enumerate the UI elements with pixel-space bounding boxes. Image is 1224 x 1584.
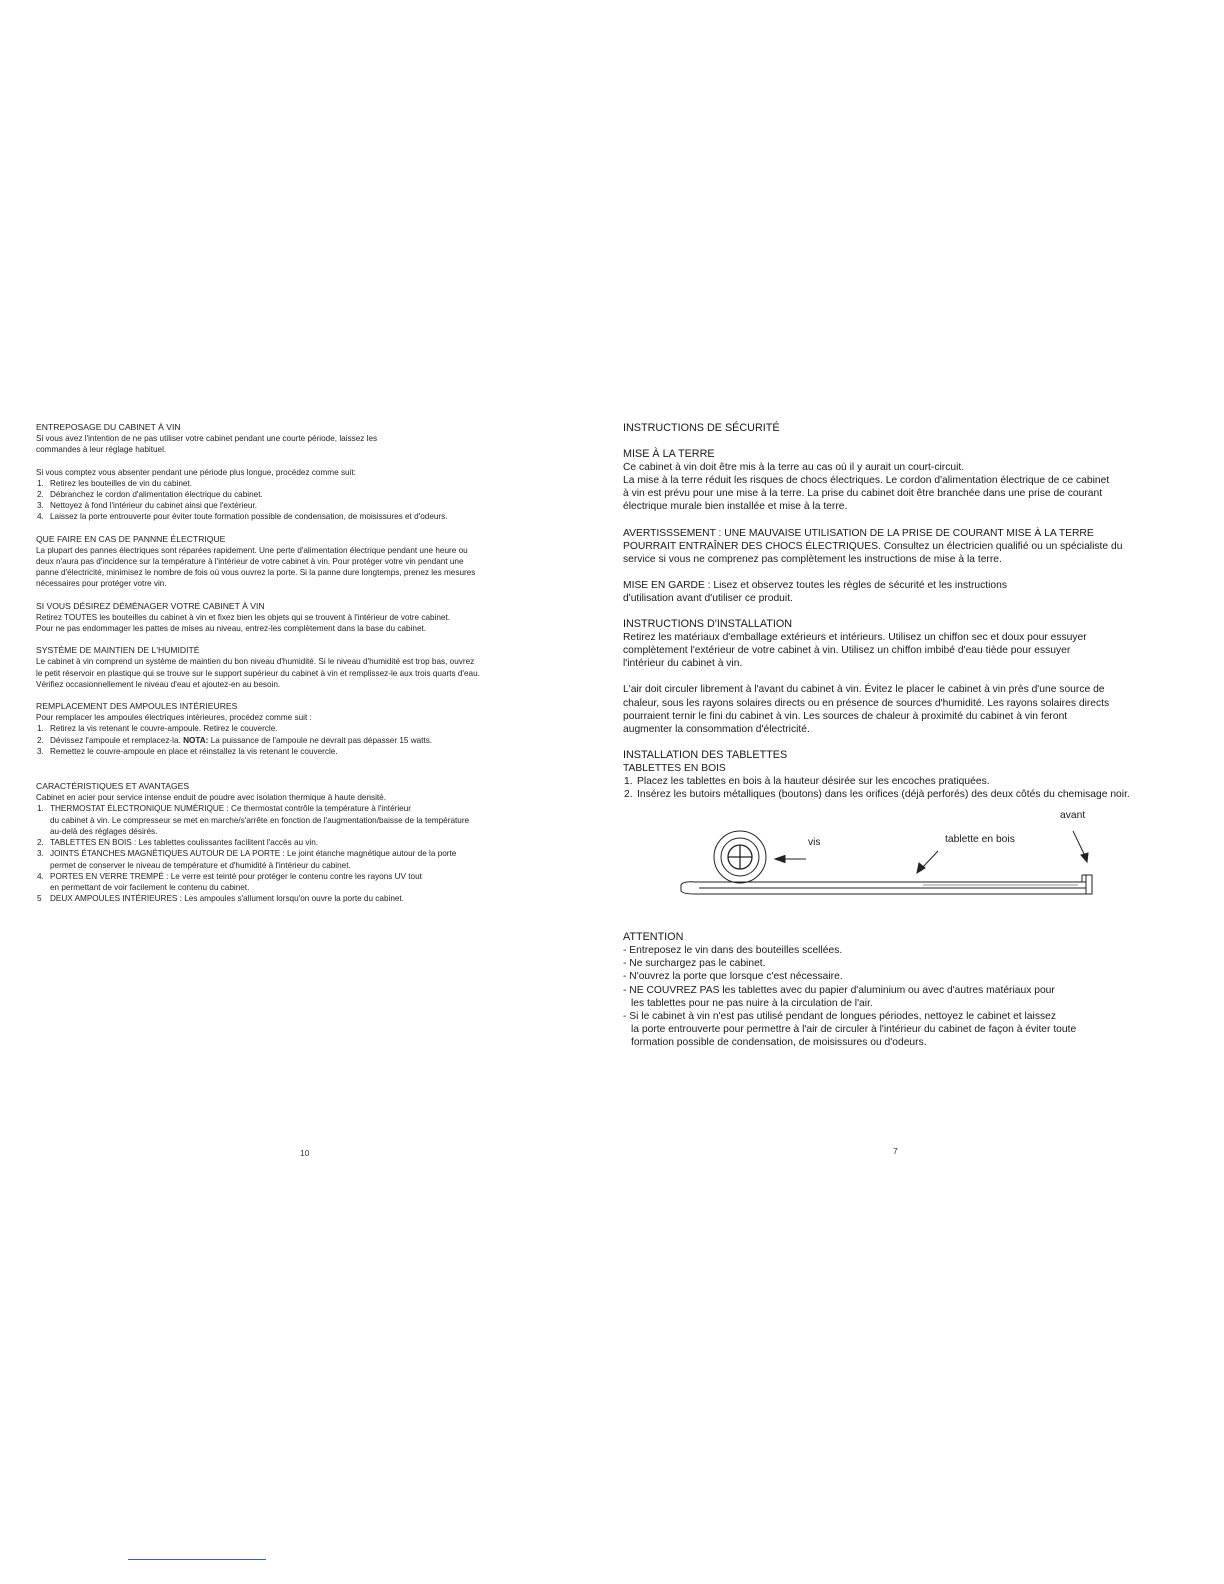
humidity-text: Le cabinet à vin comprend un système de maintien du bon niveau d'humidité. Si le niveau d'humidité est trop bas, ouvrez xyxy=(36,657,475,667)
grounding-text: à vin est prévu pour une mise à la terre. La prise du cabinet doit être branchée dans une prise de courant xyxy=(623,488,1103,500)
warning-text: service si vous ne comprenez pas complètement les instructions de mise à la terre. xyxy=(623,553,1002,565)
install-text: l'intérieur du cabinet à vin. xyxy=(623,658,743,670)
attention-list xyxy=(623,944,1183,1049)
air-text: L'air doit circuler librement à l'avant du cabinet à vin. Évitez le placer le cabinet à vin près d'une source de xyxy=(623,684,1105,696)
list-item: 2. Dévissez l'ampoule et remplacez-la. NOTA: La puissance de l'ampoule ne devrait pas dépasser 15 watts. xyxy=(37,735,433,745)
list-item: 3. JOINTS ÉTANCHES MAGNÉTIQUES AUTOUR DE LA PORTE : Le joint étanche magnétique autour de la porte permet de conserver le niveau de température et d'humidité à l'intérieur du cabinet. xyxy=(37,849,457,870)
list-item: 1. THERMOSTAT ÉLECTRONIQUE NUMÉRIQUE : Ce thermostat contrôle la température à l'intérieur du cabinet à vin. Le compresseur se met en marche/s'arrête en fonction de l'augmentation/baisse de la température au-delà des réglages désirés. xyxy=(37,804,470,836)
storage-text: Si vous avez l'intention de ne pas utiliser votre cabinet pendant une courte période, laissez les xyxy=(36,434,378,444)
storage-steps xyxy=(36,478,581,523)
page-number-left: 10 xyxy=(300,1148,310,1158)
list-item: - Entreposez le vin dans des bouteilles scellées. xyxy=(623,945,843,957)
list-item: 3. Nettoyez à fond l'intérieur du cabinet ainsi que l'extérieur. xyxy=(37,501,258,511)
right-page xyxy=(623,422,1183,1049)
list-item: 1. Retirez la vis retenant le couvre-ampoule. Retirez le couvercle. xyxy=(37,724,278,734)
list-item: 1. Placez les tablettes en bois à la hauteur désirée sur les encoches pratiquées. xyxy=(624,775,990,787)
shelves-steps xyxy=(623,775,1183,801)
humidity-text: Vérifiez occasionnellement le niveau d'eau et ajoutez-en au besoin. xyxy=(36,679,281,689)
grounding-title: MISE À LA TERRE xyxy=(623,448,715,461)
features-section xyxy=(36,781,581,904)
attention-section xyxy=(623,931,1183,1049)
warning-text: AVERTISSSEMENT : UNE MAUVAISE UTILISATION DE LA PRISE DE COURANT MISE À LA TERRE xyxy=(623,527,1094,539)
grounding-text: La mise à la terre réduit les risques de chocs électriques. Le cordon d'alimentation électrique de ce cabinet xyxy=(623,475,1110,487)
power-failure-text: nécessaires pour protéger votre vin. xyxy=(36,579,167,589)
storage-text: commandes à leur réglage habituel. xyxy=(36,445,167,455)
page-number-right: 7 xyxy=(893,1146,898,1156)
air-text: chaleur, sous les rayons solaires directs ou en présence de sources d'humidité. Les rayons solaires directs xyxy=(623,697,1110,709)
nota-label: NOTA: xyxy=(183,735,209,745)
storage-title: ENTREPOSAGE DU CABINET À VIN xyxy=(36,422,181,432)
bulbs-section xyxy=(36,701,581,757)
moving-text: Retirez TOUTES les bouteilles du cabinet à vin et fixez bien les objets qui se trouvent à l'intérieur de votre cabinet. xyxy=(36,612,451,622)
safety-title: INSTRUCTIONS DE SÉCURITÉ xyxy=(623,422,780,434)
moving-title: SI VOUS DÉSIREZ DÉMÉNAGER VOTRE CABINET À VIN xyxy=(36,600,265,611)
list-item: 2. Débranchez le cordon d'alimentation électrique du cabinet. xyxy=(37,490,263,500)
moving-text: Pour ne pas endommager les pattes de mises au niveau, entrez-les complètement dans la base du cabinet. xyxy=(36,624,427,634)
shelf-diagram xyxy=(623,801,1183,931)
list-item: 5 DEUX AMPOULES INTÉRIEURES : Les ampoules s'allument lorsqu'on ouvre la porte du cabinet. xyxy=(37,894,404,904)
storage-section xyxy=(36,422,581,523)
power-failure-text: La plupart des pannes électriques sont réparées rapidement. Une perte d'alimentation électrique pendant une heure ou xyxy=(36,545,468,555)
humidity-title: SYSTÈME DE MAINTIEN DE L'HUMIDITÉ xyxy=(36,645,200,656)
arrow-icon xyxy=(775,856,806,863)
install-section xyxy=(623,618,1183,670)
shelf-diagram-drawing xyxy=(623,801,1183,931)
list-item: - N'ouvrez la porte que lorsque c'est nécessaire. xyxy=(623,971,843,983)
features-list xyxy=(36,803,581,904)
label-tablette: tablette en bois xyxy=(945,834,1015,846)
list-item: 4. Laissez la porte entrouverte pour éviter toute formation possible de condensation, de moisissures et d'odeurs. xyxy=(37,512,448,522)
power-failure-section xyxy=(36,534,581,590)
humidity-text: le petit réservoir en plastique qui se trouve sur le support supérieur du cabinet à vin et remplissez-le aux trois quarts d'eau. xyxy=(36,668,480,678)
list-item: 4. PORTES EN VERRE TREMPÉ : Le verre est teinté pour protéger le contenu contre les rayons UV tout en permettant de voir facilement le contenu du cabinet. xyxy=(37,871,422,892)
list-item: 1. Retirez les bouteilles de vin du cabinet. xyxy=(37,478,192,488)
moving-section xyxy=(36,601,581,635)
air-text: augmenter la consommation d'électricité. xyxy=(623,723,810,735)
list-item: 2. TABLETTES EN BOIS : Les tablettes coulissantes facilitent l'accès au vin. xyxy=(37,838,319,848)
power-failure-title: QUE FAIRE EN CAS DE PANNNE ÉLECTRIQUE xyxy=(36,533,226,544)
bulbs-intro: Pour remplacer les ampoules électriques intérieures, procédez comme suit : xyxy=(36,713,312,723)
bulbs-steps xyxy=(36,723,581,757)
grounding-text: Ce cabinet à vin doit être mis à la terre au cas où il y aurait un court-circuit. xyxy=(623,462,965,474)
list-item: - NE COUVREZ PAS les tablettes avec du papier d'aluminium ou avec d'autres matériaux pour les tablettes pour ne pas nuire à la circulation de l'air. xyxy=(623,984,1055,1009)
label-vis: vis xyxy=(808,837,821,849)
warning-section xyxy=(623,527,1183,566)
arrow-icon xyxy=(917,851,938,873)
features-title: CARACTÉRISTIQUES ET AVANTAGES xyxy=(36,781,190,792)
list-item: - Si le cabinet à vin n'est pas utilisé pendant de longues périodes, nettoyez le cabinet et laissez la porte entrouverte pour permettre à l'air de circuler à l'intérieur du cabinet de façon à éviter toute formation possible de condensation, de moisissures ou d'odeurs. xyxy=(623,1010,1077,1048)
list-item: 3. Remettez le couvre-ampoule en place et réinstallez la vis retenant le couvercle. xyxy=(37,746,338,756)
storage-text: Si vous comptez vous absenter pendant une période plus longue, procédez comme suit: xyxy=(36,467,356,477)
screw-icon xyxy=(714,831,766,883)
warning-text: POURRAIT ENTRAÎNER DES CHOCS ÉLECTRIQUES. Consultez un électricien qualifié ou un spécialiste du xyxy=(623,540,1123,552)
caution-section xyxy=(623,579,1183,605)
grounding-section xyxy=(623,448,1183,513)
humidity-section xyxy=(36,645,581,690)
bulbs-title: REMPLACEMENT DES AMPOULES INTÉRIEURES xyxy=(36,701,238,712)
grounding-text: électrique murale bien installée et mise à la terre. xyxy=(623,501,848,513)
caution-text: d'utilisation avant d'utiliser ce produit. xyxy=(623,592,793,604)
caution-text: MISE EN GARDE : Lisez et observez toutes les règles de sécurité et les instructions xyxy=(623,579,1008,591)
air-section xyxy=(623,683,1183,735)
shelf-board-icon xyxy=(681,875,1092,894)
arrow-icon xyxy=(1073,831,1088,862)
label-avant: avant xyxy=(1060,810,1086,822)
install-title: INSTRUCTIONS D'INSTALLATION xyxy=(623,618,793,631)
air-text: pourraient ternir le fini du cabinet à vin. Les sources de chaleur à proximité du cabinet à vin feront xyxy=(623,710,1068,722)
power-failure-text: deux n'aura pas d'incidence sur la température à l'intérieur de votre cabinet à vin. Pour protéger votre vin pendant une xyxy=(36,557,464,567)
attention-title: ATTENTION xyxy=(623,931,684,944)
shelves-title: INSTALLATION DES TABLETTES xyxy=(623,748,788,761)
power-failure-text: panne d'électricité, minimisez le nombre de fois où vous ouvrez la porte. Si la panne dure longtemps, prenez les mesures xyxy=(36,568,476,578)
shelves-subtitle: TABLETTES EN BOIS xyxy=(623,762,726,774)
shelves-section xyxy=(623,749,1183,801)
bottom-rule xyxy=(128,1559,266,1560)
install-text: Retirez les matériaux d'emballage extérieurs et intérieurs. Utilisez un chiffon sec et doux pour essuyer xyxy=(623,632,1087,644)
left-page xyxy=(36,422,581,904)
list-item: 2. Insérez les butoirs métalliques (boutons) dans les orifices (déjà perforés) des deux côtés du chemisage noir. xyxy=(624,789,1130,801)
list-item: - Ne surchargez pas le cabinet. xyxy=(623,958,766,970)
features-intro: Cabinet en acier pour service intense enduit de poudre avec isolation thermique à haute densité. xyxy=(36,793,387,803)
install-text: complètement l'extérieur de votre cabinet à vin. Utilisez un chiffon imbibé d'eau tiède pour essuyer xyxy=(623,645,1071,657)
